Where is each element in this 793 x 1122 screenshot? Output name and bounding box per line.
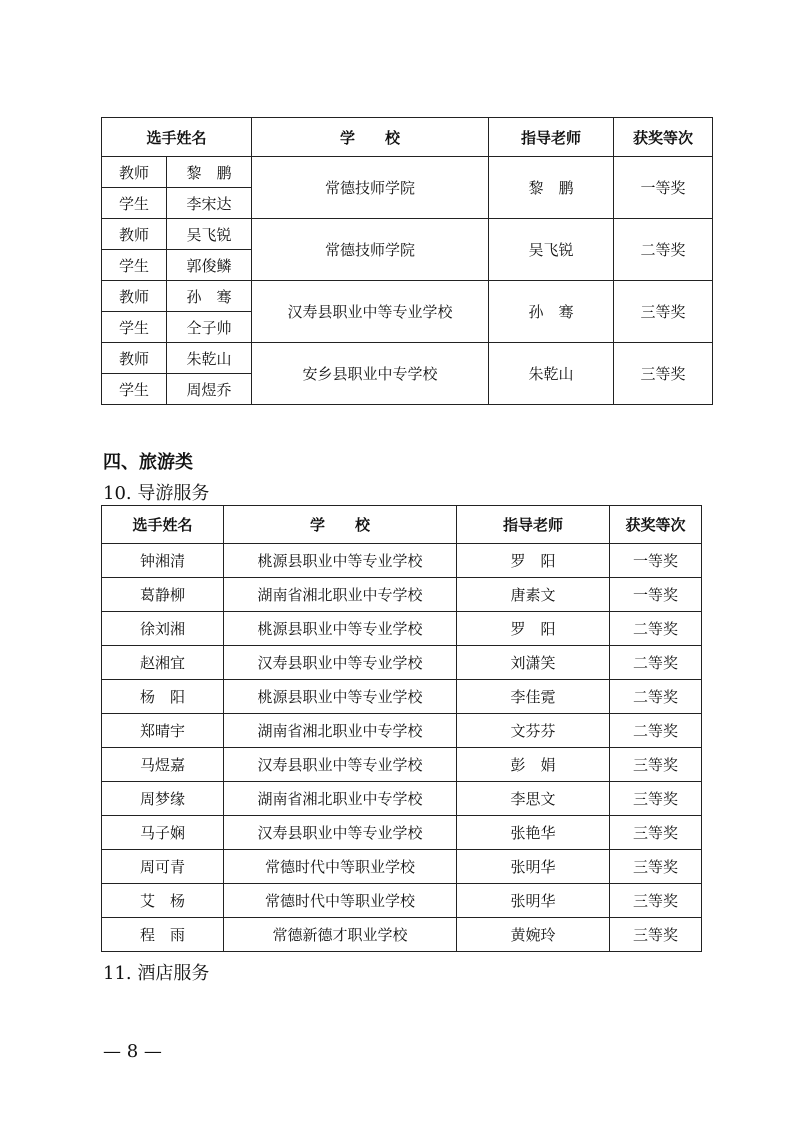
name-cell: 李宋达 [167,188,252,219]
school-cell: 桃源县职业中等专业学校 [224,680,457,714]
role-cell: 学生 [102,188,167,219]
name-cell: 郭俊鳞 [167,250,252,281]
name-cell: 朱乾山 [167,343,252,374]
role-cell: 教师 [102,219,167,250]
advisor-cell: 彭 娟 [457,748,610,782]
advisor-cell: 张艳华 [457,816,610,850]
name-cell: 葛静柳 [102,578,224,612]
role-cell: 教师 [102,281,167,312]
advisor-cell: 文芬芬 [457,714,610,748]
advisor-cell: 黎 鹏 [489,157,614,219]
header-contestant-name: 选手姓名 [102,118,252,157]
award-cell: 三等奖 [614,343,713,405]
school-cell: 安乡县职业中专学校 [252,343,489,405]
header-advisor: 指导老师 [457,506,610,544]
name-cell: 周梦缘 [102,782,224,816]
school-cell: 湖南省湘北职业中专学校 [224,782,457,816]
name-cell: 郑晴宇 [102,714,224,748]
name-cell: 程 雨 [102,918,224,952]
table-row [102,918,702,952]
award-cell: 二等奖 [610,680,702,714]
table-row [102,680,702,714]
header-school: 学 校 [252,118,489,157]
subsection-heading-hotel-service: 11. 酒店服务 [103,963,210,984]
table-row [102,544,702,578]
page-number: — 8 — [103,1041,162,1062]
advisor-cell: 罗 阳 [457,612,610,646]
table-row [102,219,713,250]
table-row [102,816,702,850]
name-cell: 仝子帅 [167,312,252,343]
award-cell: 二等奖 [610,612,702,646]
award-cell: 一等奖 [610,544,702,578]
name-cell: 艾 杨 [102,884,224,918]
award-cell: 二等奖 [610,646,702,680]
advisor-cell: 黄婉玲 [457,918,610,952]
award-cell: 三等奖 [610,850,702,884]
table-row [102,612,702,646]
school-cell: 常德时代中等职业学校 [224,850,457,884]
header-school: 学 校 [224,506,457,544]
award-cell: 三等奖 [610,816,702,850]
award-cell: 一等奖 [614,157,713,219]
name-cell: 黎 鹏 [167,157,252,188]
advisor-cell: 孙 骞 [489,281,614,343]
name-cell: 周可青 [102,850,224,884]
role-cell: 教师 [102,343,167,374]
award-cell: 三等奖 [610,918,702,952]
school-cell: 常德时代中等职业学校 [224,884,457,918]
role-cell: 学生 [102,250,167,281]
table-row [102,646,702,680]
table-row [102,748,702,782]
table-row [102,343,713,374]
role-cell: 学生 [102,374,167,405]
name-cell: 周煜乔 [167,374,252,405]
header-contestant-name: 选手姓名 [102,506,224,544]
award-cell: 三等奖 [610,748,702,782]
school-cell: 湖南省湘北职业中专学校 [224,578,457,612]
name-cell: 徐刘湘 [102,612,224,646]
advisor-cell: 李佳霓 [457,680,610,714]
award-cell: 三等奖 [610,884,702,918]
award-cell: 一等奖 [610,578,702,612]
name-cell: 赵湘宜 [102,646,224,680]
name-cell: 钟湘清 [102,544,224,578]
table-row [102,782,702,816]
table-header-row [102,118,713,157]
school-cell: 汉寿县职业中等专业学校 [224,816,457,850]
award-cell: 三等奖 [610,782,702,816]
table-row [102,281,713,312]
role-cell: 教师 [102,157,167,188]
header-award-level: 获奖等次 [614,118,713,157]
subsection-heading-tour-guide: 10. 导游服务 [103,483,210,504]
table-row [102,578,702,612]
name-cell: 马子娴 [102,816,224,850]
name-cell: 杨 阳 [102,680,224,714]
school-cell: 常德技师学院 [252,157,489,219]
advisor-cell: 罗 阳 [457,544,610,578]
school-cell: 湖南省湘北职业中专学校 [224,714,457,748]
school-cell: 常德技师学院 [252,219,489,281]
name-cell: 孙 骞 [167,281,252,312]
school-cell: 桃源县职业中等专业学校 [224,544,457,578]
table-header-row [102,506,702,544]
table-row [102,714,702,748]
advisor-cell: 朱乾山 [489,343,614,405]
school-cell: 常德新德才职业学校 [224,918,457,952]
advisor-cell: 唐素文 [457,578,610,612]
award-cell: 二等奖 [614,219,713,281]
table-row [102,850,702,884]
name-cell: 马煜嘉 [102,748,224,782]
advisor-cell: 张明华 [457,884,610,918]
advisor-cell: 李思文 [457,782,610,816]
header-award-level: 获奖等次 [610,506,702,544]
advisor-cell: 吴飞锐 [489,219,614,281]
role-cell: 学生 [102,312,167,343]
section-heading-tourism: 四、旅游类 [103,452,193,473]
awards-table-teacher-student [101,117,713,405]
table-row [102,884,702,918]
advisor-cell: 张明华 [457,850,610,884]
advisor-cell: 刘潇笑 [457,646,610,680]
award-cell: 三等奖 [614,281,713,343]
header-advisor: 指导老师 [489,118,614,157]
name-cell: 吴飞锐 [167,219,252,250]
table-row [102,157,713,188]
award-cell: 二等奖 [610,714,702,748]
school-cell: 汉寿县职业中等专业学校 [224,646,457,680]
table-body [102,544,702,952]
school-cell: 汉寿县职业中等专业学校 [252,281,489,343]
school-cell: 汉寿县职业中等专业学校 [224,748,457,782]
awards-table-tour-guide [101,505,702,952]
table-body [102,157,713,405]
school-cell: 桃源县职业中等专业学校 [224,612,457,646]
